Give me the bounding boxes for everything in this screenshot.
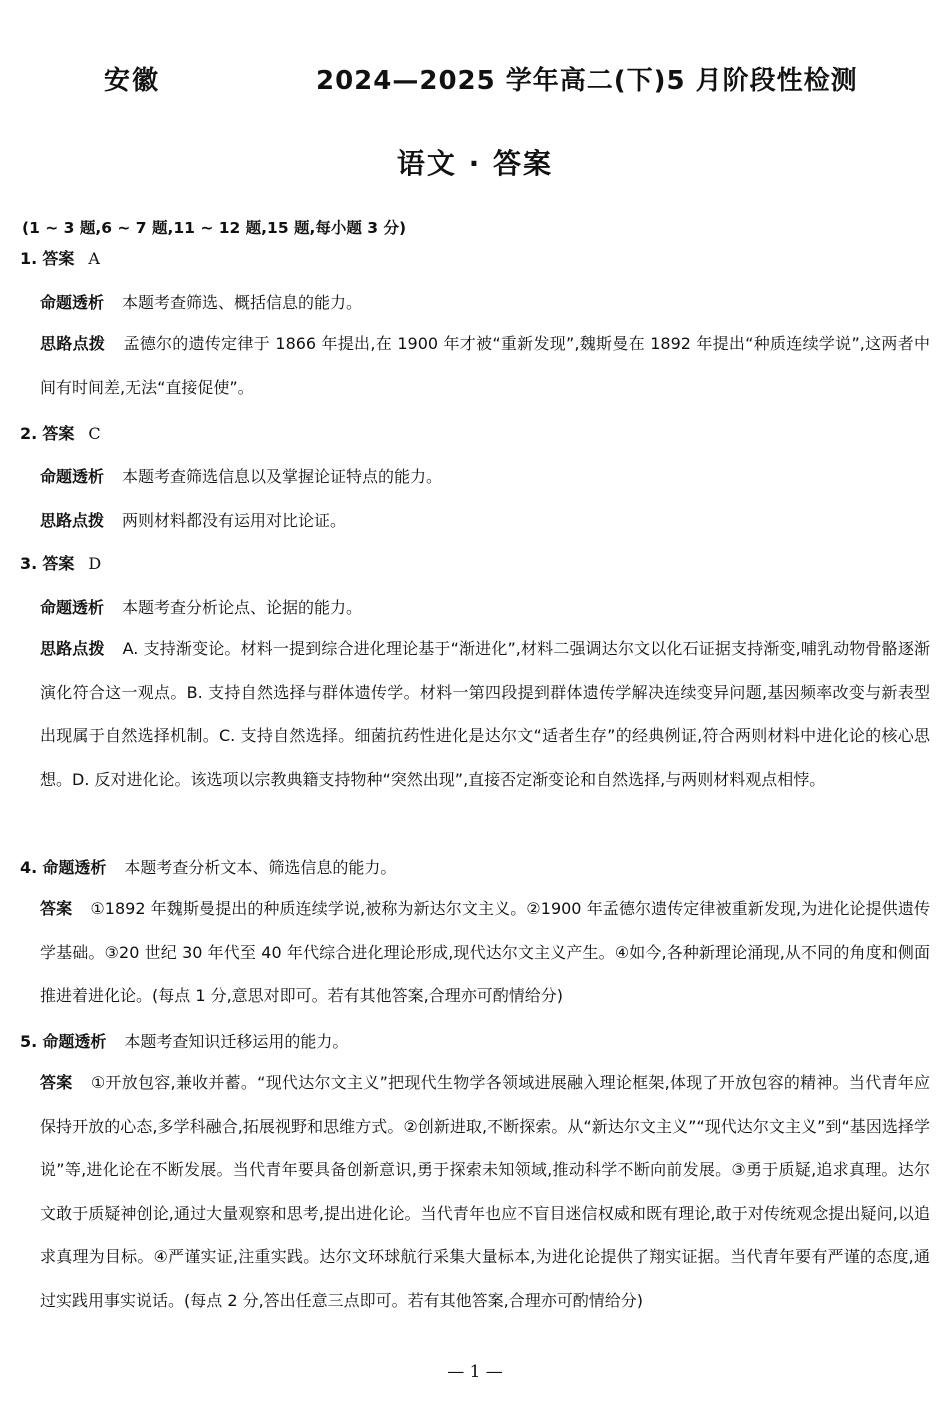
answer-label: 答案 [42, 424, 75, 443]
answer-value: D [88, 554, 102, 573]
question-2-intent-row [40, 464, 442, 487]
question-5-intent-row [20, 1029, 348, 1052]
question-number: 1. [20, 249, 38, 268]
answer-label: 答案 [40, 1073, 73, 1092]
intent-text: 本题考查筛选、概括信息的能力。 [122, 293, 363, 312]
question-1-answer-row [20, 246, 100, 269]
intent-label: 命题透析 [42, 1032, 107, 1051]
question-3-analysis [40, 627, 930, 801]
question-1-analysis [40, 322, 930, 409]
question-number: 3. [20, 554, 38, 573]
question-4-intent-row [20, 855, 396, 878]
analysis-label: 思路点拨 [40, 511, 105, 530]
page-header [0, 60, 950, 100]
question-number: 2. [20, 424, 38, 443]
question-number: 4. [20, 858, 38, 877]
analysis-label: 思路点拨 [40, 334, 106, 353]
page-number: — 1 — [447, 1362, 503, 1382]
question-3-intent-row [40, 595, 362, 618]
question-number: 5. [20, 1032, 38, 1051]
analysis-label: 思路点拨 [40, 639, 105, 658]
exam-title: 2024—2025 学年高二(下)5 月阶段性检测 [316, 66, 858, 96]
intent-text: 本题考查筛选信息以及掌握论证特点的能力。 [122, 467, 443, 486]
question-1-intent-row [40, 290, 362, 313]
intent-label: 命题透析 [40, 293, 105, 312]
question-5-answer [40, 1061, 930, 1322]
answer-label: 答案 [42, 249, 75, 268]
answer-text: ①1892 年魏斯曼提出的种质连续学说,被称为新达尔文主义。②1900 年孟德尔遗传定律被重新发现,为进化论提供遗传学基础。③20 世纪 30 年代至 40 年代综合进化理论形成,现代达尔文主义产生。④如今,各种新理论涌现,从不同的角度和侧面推进着进化论。(每点 1 分,意思对即可。若有其他答案,合理亦可酌情给分) [40, 899, 930, 1005]
answer-label: 答案 [40, 899, 73, 918]
answer-label: 答案 [42, 554, 75, 573]
question-2-answer-row [20, 421, 101, 444]
intent-text: 本题考查知识迁移运用的能力。 [124, 1032, 349, 1051]
analysis-text: A. 支持渐变论。材料一提到综合进化理论基于“渐进化”,材料二强调达尔文以化石证据支持渐变,哺乳动物骨骼逐渐演化符合这一观点。B. 支持自然选择与群体遗传学。材料一第四段提到群体遗传学解决连续变异问题,基因频率改变与新表型出现属于自然选择机制。C. 支持自然选择。细菌抗药性进化是达尔文“适者生存”的经典例证,符合两则材料中进化论的核心思想。D. 反对进化论。该选项以宗教典籍支持物种“突然出现”,直接否定渐变论和自然选择,与两则材料观点相悖。 [40, 639, 930, 789]
region-label: 安徽 [104, 66, 161, 96]
intent-label: 命题透析 [40, 598, 105, 617]
intent-label: 命题透析 [40, 467, 105, 486]
intent-text: 本题考查分析文本、筛选信息的能力。 [124, 858, 397, 877]
answer-text: ①开放包容,兼收并蓄。“现代达尔文主义”把现代生物学各领域进展融入理论框架,体现了开放包容的精神。当代青年应保持开放的心态,多学科融合,拓展视野和思维方式。②创新进取,不断探索。从“新达尔文主义”“现代达尔文主义”到“基因选择学说”等,进化论在不断发展。当代青年要具备创新意识,勇于探索未知领域,推动科学不断向前发展。③勇于质疑,追求真理。达尔文敢于质疑神创论,通过大量观察和思考,提出进化论。当代青年也应不盲目迷信权威和既有理论,敢于对传统观念提出疑问,以追求真理为目标。④严谨实证,注重实践。达尔文环球航行采集大量标本,为进化论提供了翔实证据。当代青年要有严谨的态度,通过实践用事实说话。(每点 2 分,答出任意三点即可。若有其他答案,合理亦可酌情给分) [40, 1073, 930, 1310]
answer-value: C [88, 424, 101, 443]
question-3-answer-row [20, 551, 101, 574]
answer-value: A [88, 249, 100, 268]
analysis-text: 孟德尔的遗传定律于 1866 年提出,在 1900 年才被“重新发现”,魏斯曼在 1892 年提出“种质连续学说”,这两者中间有时间差,无法“直接促使”。 [40, 334, 930, 397]
subject-title: 语文 · 答案 [396, 147, 554, 180]
question-2-analysis-row [40, 508, 346, 531]
intent-label: 命题透析 [42, 858, 107, 877]
question-4-answer [40, 887, 930, 1018]
intent-text: 本题考查分析论点、论据的能力。 [122, 598, 363, 617]
analysis-text: 两则材料都没有运用对比论证。 [122, 511, 347, 530]
scope-note: (1 ~ 3 题,6 ~ 7 题,11 ~ 12 题,15 题,每小题 3 分) [22, 219, 407, 237]
